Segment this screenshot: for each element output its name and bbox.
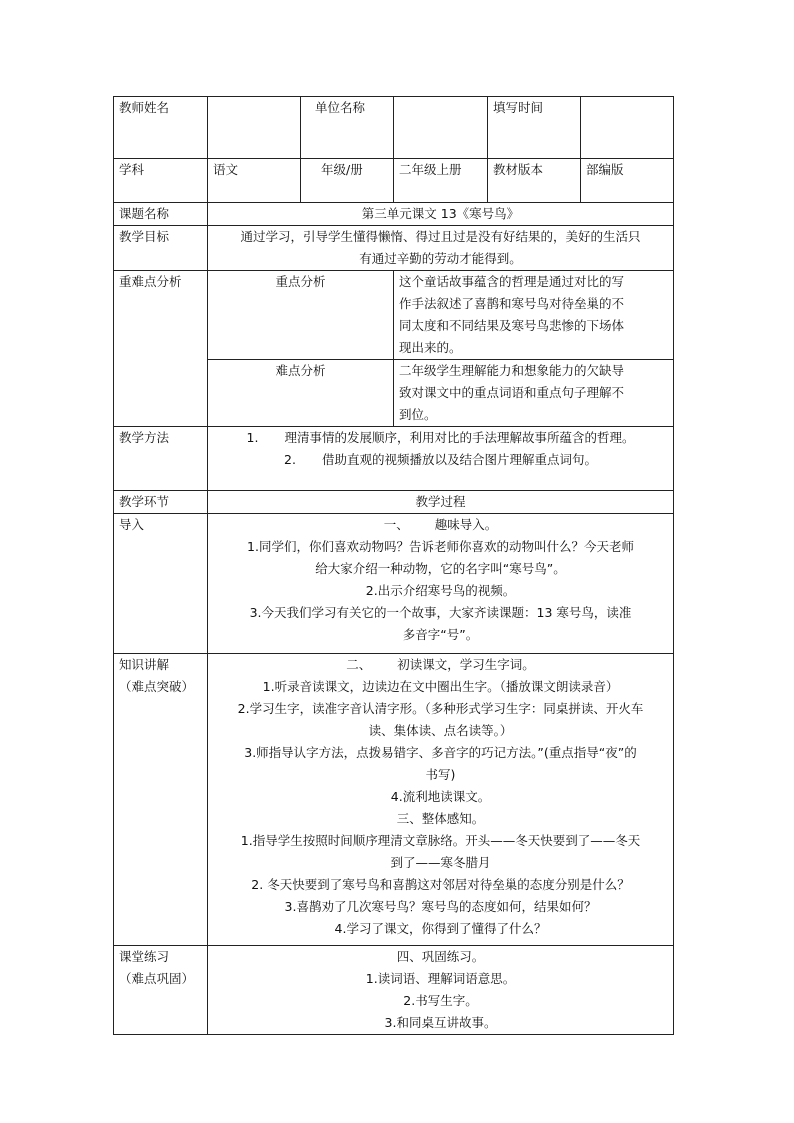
- knowledge-line: 到了——寒冬腊月: [390, 855, 491, 870]
- knowledge-line: 1.听录音读课文，边读边在文中圈出生字。（播放课文朗读录音）: [262, 679, 619, 694]
- method-item-text: 理清事情的发展顺序，利用对比的手法理解故事所蕴含的哲理。: [284, 430, 635, 445]
- lesson-plan-table: [113, 96, 674, 1035]
- knowledge-title-text: 初读课文，学习生字词。: [397, 657, 535, 672]
- intro-label: 导入: [114, 514, 208, 654]
- knowledge-line: 读、集体读、点名读等。）: [368, 723, 513, 738]
- goal-line: 有通过辛勤的劳动才能得到。: [359, 251, 522, 266]
- knowledge-line: 1.指导学生按照时间顺序理清文章脉络。开头——冬天快要到了——冬天: [240, 833, 641, 848]
- key-analysis-row: [114, 271, 674, 360]
- practice-line: 3.和同桌互讲故事。: [384, 1015, 497, 1030]
- knowledge-row: [114, 654, 674, 946]
- key-analysis-label: 重点分析: [208, 271, 394, 360]
- intro-title-text: 趣味导入。: [434, 517, 498, 532]
- grade-value: 二年级上册: [394, 159, 488, 203]
- topic-value: 第三单元课文 13《寒号鸟》: [208, 203, 674, 226]
- topic-label: 课题名称: [114, 203, 208, 226]
- stage-column-label: 教学环节: [114, 491, 208, 514]
- hard-analysis-text: [394, 360, 674, 427]
- method-label: 教学方法: [114, 427, 208, 491]
- edition-value: 部编版: [581, 159, 674, 203]
- topic-row: [114, 203, 674, 226]
- goal-label: 教学目标: [114, 226, 208, 271]
- intro-line: 2.出示介绍寒号鸟的视频。: [365, 583, 516, 598]
- teacher-name-label: 教师姓名: [114, 97, 208, 159]
- knowledge-line: 三、整体感知。: [396, 811, 485, 826]
- info-row-1: [114, 97, 674, 159]
- teacher-name-field: [208, 97, 301, 159]
- unit-name-field: [394, 97, 488, 159]
- knowledge-label: 知识讲解: [119, 657, 170, 672]
- practice-content: [208, 946, 674, 1035]
- knowledge-line: 2.学习生字，读准字音认清字形。（多种形式学习生字：同桌拼读、开火车: [237, 701, 644, 716]
- knowledge-line: 4.流利地读课文。: [390, 789, 491, 804]
- fill-time-label: 填写时间: [488, 97, 581, 159]
- method-item: [213, 427, 668, 449]
- intro-content: [208, 514, 674, 654]
- key-analysis-line: 现出来的。: [399, 340, 462, 355]
- practice-line: 1.读词语、理解词语意思。: [365, 971, 516, 986]
- analysis-label: 重难点分析: [114, 271, 208, 427]
- knowledge-line: 4.学习了课文，你得到了懂得了什么？: [334, 921, 547, 936]
- edition-label: 教材版本: [488, 159, 581, 203]
- info-row-2: [114, 159, 674, 203]
- method-item-number: 2.: [284, 452, 296, 467]
- intro-line: 1.同学们，你们喜欢动物吗？告诉老师你喜欢的动物叫什么？今天老师: [247, 539, 634, 554]
- practice-line: 2.书写生字。: [403, 993, 478, 1008]
- method-text: [208, 427, 674, 491]
- fill-time-field: [581, 97, 674, 159]
- method-item: [213, 449, 668, 471]
- goal-text: [208, 226, 674, 271]
- stage-header-row: [114, 491, 674, 514]
- knowledge-title-number: 二、: [346, 657, 372, 672]
- key-analysis-text: [394, 271, 674, 360]
- intro-line: 3.今天我们学习有关它的一个故事，大家齐读课题：13 寒号鸟，读准: [249, 605, 632, 620]
- hard-analysis-label: 难点分析: [208, 360, 394, 427]
- knowledge-line: 书写): [425, 767, 456, 782]
- knowledge-line: 3.师指导认字方法，点拨易错字、多音字的巧记方法。”(重点指导“夜”的: [244, 745, 637, 760]
- key-analysis-line: 同太度和不同结果及寒号鸟悲惨的下场体: [399, 318, 625, 333]
- intro-line: 多音字“号”。: [402, 627, 479, 642]
- practice-label-cell: [114, 946, 208, 1035]
- method-item-number: 1.: [246, 430, 259, 445]
- knowledge-sublabel: （难点突破）: [119, 679, 195, 694]
- intro-title-number: 一、: [383, 517, 409, 532]
- key-analysis-line: 这个童话故事蕴含的哲理是通过对比的写: [399, 274, 625, 289]
- knowledge-line: 3.喜鹊劝了几次寒号鸟？寒号鸟的态度如何，结果如何？: [284, 899, 597, 914]
- key-analysis-line: 作手法叙述了喜鹊和寒号鸟对待垒巢的不: [399, 296, 625, 311]
- knowledge-label-cell: [114, 654, 208, 946]
- hard-analysis-line: 致对课文中的重点词语和重点句子理解不: [399, 385, 625, 400]
- hard-analysis-line: 二年级学生理解能力和想象能力的欠缺导: [399, 363, 625, 378]
- grade-label: 年级/册: [301, 159, 394, 203]
- hard-analysis-line: 到位。: [399, 407, 437, 422]
- method-item-text: 借助直观的视频播放以及结合图片理解重点词句。: [321, 452, 597, 467]
- knowledge-title: [213, 654, 668, 676]
- knowledge-content: [208, 654, 674, 946]
- subject-label: 学科: [114, 159, 208, 203]
- practice-line: 四、巩固练习。: [396, 949, 485, 964]
- method-row: [114, 427, 674, 491]
- practice-label: 课堂练习: [119, 949, 170, 964]
- practice-sublabel: （难点巩固）: [119, 971, 195, 986]
- knowledge-line: 2. 冬天快要到了寒号鸟和喜鹊这对邻居对待垒巢的态度分别是什么？: [251, 877, 630, 892]
- intro-title: [213, 514, 668, 536]
- intro-line: 给大家介绍一种动物，它的名字叫“寒号鸟”。: [315, 561, 566, 576]
- practice-row: [114, 946, 674, 1035]
- intro-row: [114, 514, 674, 654]
- unit-name-label: 单位名称: [301, 97, 394, 159]
- process-column-label: 教学过程: [208, 491, 674, 514]
- goal-row: [114, 226, 674, 271]
- goal-line: 通过学习，引导学生懂得懒惰、得过且过是没有好结果的，美好的生活只: [240, 229, 641, 244]
- subject-value: 语文: [208, 159, 301, 203]
